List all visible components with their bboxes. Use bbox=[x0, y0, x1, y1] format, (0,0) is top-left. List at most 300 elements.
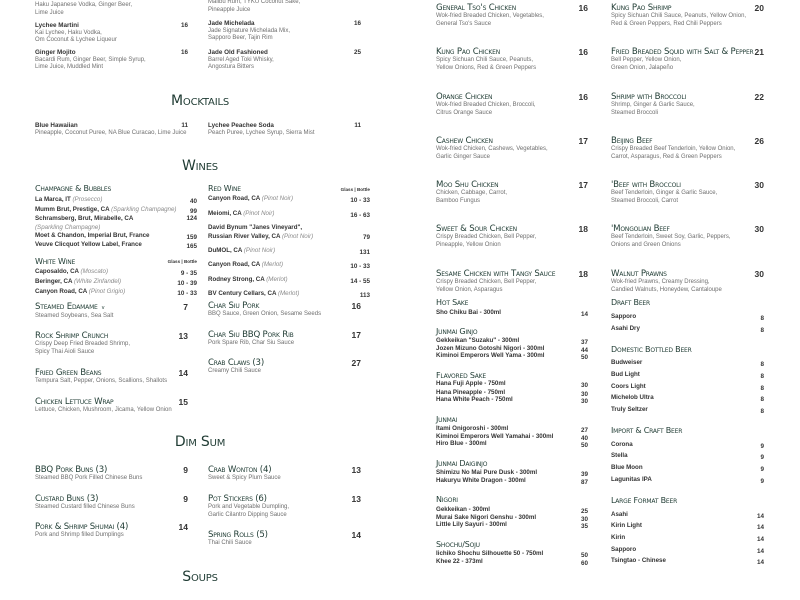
list-item bbox=[436, 440, 588, 449]
item-name: Iichiko Shochu Silhouette 50 - 750ml bbox=[436, 550, 544, 557]
item-name: General Tso's Chicken bbox=[436, 3, 517, 13]
menu-item bbox=[611, 136, 764, 161]
list-item bbox=[436, 396, 588, 405]
drink-name: Jade Old Fashioned bbox=[208, 49, 268, 56]
drink-item bbox=[35, 122, 188, 137]
item-name: Fried Breaded Squid with Salt & Pepper bbox=[611, 47, 754, 57]
item-name: Corona bbox=[611, 441, 633, 448]
item-price: 99 bbox=[189, 207, 197, 215]
item-name: Kung Pao Shrimp bbox=[611, 3, 672, 13]
list-item bbox=[436, 309, 588, 318]
item-name: Gekkeikan - 300ml bbox=[436, 506, 491, 513]
item-price: 8 bbox=[760, 360, 764, 368]
item-price: 14 bbox=[351, 530, 361, 540]
item-description: BBQ Sauce, Green Onion, Sesame Seeds bbox=[208, 311, 322, 317]
list-item bbox=[611, 406, 764, 415]
item-name: Truly Seltzer bbox=[611, 406, 648, 413]
item-description: Pork and Vegetable Dumpling, bbox=[208, 504, 290, 510]
list-item bbox=[35, 215, 197, 232]
item-varietal: (Merlot) bbox=[261, 261, 284, 268]
item-price: 16 bbox=[578, 47, 588, 57]
item-description: Spicy Thai Aioli Sauce bbox=[35, 348, 95, 355]
drink-description: Sapporo Beer, Tajin Rim bbox=[208, 35, 273, 42]
item-name: Moet & Chandon, Imperial Brut, France bbox=[35, 232, 150, 239]
subsection-title: Flavored Sake bbox=[436, 371, 486, 380]
drink-name: Ginger Mojito bbox=[35, 49, 76, 56]
item-description: Garlic Ginger Sauce bbox=[436, 153, 491, 160]
subsection-title: Champagne & Bubbles bbox=[35, 184, 112, 193]
item-price: 30 bbox=[754, 180, 764, 190]
item-name: Rodney Strong, CA (Merlot) bbox=[208, 276, 288, 283]
subsection-title: Domestic Bottled Beer bbox=[611, 345, 692, 354]
item-price: 40 bbox=[580, 434, 588, 442]
subsection-heading bbox=[611, 298, 764, 307]
list-item bbox=[611, 359, 764, 368]
item-price: 14 bbox=[756, 535, 764, 543]
item-description: Steamed Broccoli bbox=[611, 109, 659, 116]
item-description: Crispy Breaded Chicken, Bell Pepper, bbox=[436, 234, 537, 240]
item-name: Canyon Road, CA (Merlot) bbox=[208, 261, 284, 268]
item-name: Orange Chicken bbox=[436, 92, 493, 102]
item-price: 14 bbox=[178, 368, 188, 378]
item-name: Hana Pineapple - 750ml bbox=[436, 389, 506, 396]
list-item bbox=[436, 380, 588, 389]
item-varietal: (White Zinfandel) bbox=[73, 278, 122, 285]
drink-item bbox=[208, 20, 361, 43]
item-price: 13 bbox=[351, 494, 361, 504]
drink-item bbox=[35, 22, 188, 45]
drink-name: Blue Hawaiian bbox=[35, 122, 78, 129]
list-item bbox=[436, 477, 588, 486]
drink-description: Lime Juice, Muddled Mint bbox=[35, 64, 104, 71]
list-item bbox=[208, 261, 370, 270]
price-columns-note bbox=[35, 259, 197, 264]
list-item bbox=[436, 521, 588, 530]
subsection-heading bbox=[436, 459, 588, 468]
item-price: 87 bbox=[580, 478, 588, 486]
item-name: Chicken Lettuce Wrap bbox=[35, 397, 114, 407]
item-name: Walnut Prawns bbox=[611, 269, 667, 279]
item-price: 9 bbox=[183, 465, 188, 475]
item-price: 22 bbox=[754, 92, 764, 102]
item-varietal: (Moscato) bbox=[80, 268, 109, 275]
item-description: Wok-fried Prawns, Creamy Dressing, bbox=[611, 279, 710, 285]
menu-item bbox=[35, 331, 188, 356]
item-price: 30 bbox=[754, 224, 764, 234]
item-price: 14 bbox=[756, 512, 764, 520]
item-description: Beef Tenderloin, Sweet Soy, Garlic, Peppers, bbox=[611, 234, 731, 240]
item-name: Pork & Shrimp Shumai (4) bbox=[35, 522, 129, 532]
list-item bbox=[611, 383, 764, 392]
item-price: 39 bbox=[580, 470, 588, 478]
item-price: 16 bbox=[578, 3, 588, 13]
item-description: Citrus Orange Sauce bbox=[436, 109, 493, 116]
drink-description: Pineapple, Coconut Puree, NA Blue Curacao, Lime Juice bbox=[35, 129, 187, 136]
glass-bottle-label: Glass | Bottle bbox=[340, 187, 370, 192]
list-item bbox=[611, 511, 764, 520]
item-price: 14 bbox=[756, 558, 764, 566]
item-varietal: (Merlot) bbox=[266, 276, 288, 283]
item-description: Steamed Broccoli, Carrot bbox=[611, 197, 679, 204]
list-item bbox=[611, 371, 764, 380]
item-price: 60 bbox=[580, 559, 588, 567]
menu-item bbox=[35, 465, 188, 483]
item-name: 'Beef with Broccoli bbox=[611, 180, 681, 190]
drink-description: Peach Puree, Lychee Syrup, Sierra Mist bbox=[208, 129, 315, 136]
item-name: Hana White Peach - 750ml bbox=[436, 396, 513, 403]
drink-price: 16 bbox=[353, 20, 361, 27]
list-item bbox=[611, 325, 764, 334]
item-varietal: (Pinot Noir) bbox=[281, 232, 314, 240]
menu-item bbox=[35, 522, 188, 540]
item-price: 20 bbox=[754, 3, 764, 13]
menu-item bbox=[436, 269, 588, 294]
item-name: Gekkeikan "Suzaku" - 300ml bbox=[436, 337, 520, 344]
item-description: Steamed Soybeans, Sea Salt bbox=[35, 313, 114, 319]
subsection-heading bbox=[436, 298, 588, 307]
item-price: 30 bbox=[580, 390, 588, 398]
menu-item bbox=[611, 224, 764, 249]
item-price: 30 bbox=[754, 269, 764, 279]
item-price: 13 bbox=[351, 465, 361, 475]
item-name: Asahi bbox=[611, 511, 628, 518]
item-name: Char Siu BBQ Pork Rib bbox=[208, 330, 294, 340]
item-description: General Tso's Sauce bbox=[436, 20, 492, 27]
item-varietal: (Prosecco) bbox=[72, 196, 103, 203]
list-item bbox=[35, 232, 197, 241]
menu-item bbox=[611, 180, 764, 205]
item-description: Green Onion, Jalapeño bbox=[611, 64, 674, 71]
item-description: Crispy Breaded Chicken, Bell Pepper, bbox=[436, 279, 537, 285]
item-name: Sweet & Sour Chicken bbox=[436, 224, 517, 234]
subsection-heading bbox=[611, 426, 764, 435]
item-description: Wok-fried Breaded Chicken, Vegetables, bbox=[436, 13, 544, 19]
item-name: Kirin Light bbox=[611, 522, 642, 529]
list-item bbox=[35, 196, 197, 205]
list-item bbox=[208, 290, 370, 299]
item-name: Jozen Mizuno Gotoshi Nigori - 300ml bbox=[436, 345, 545, 352]
item-name: David Bynum "Janes Vineyard", bbox=[208, 224, 303, 231]
item-price: 16 bbox=[578, 92, 588, 102]
list-item bbox=[35, 206, 197, 215]
menu-item bbox=[208, 330, 361, 348]
item-description: Pineapple, Yellow Onion bbox=[436, 241, 501, 248]
item-name: Beijing Beef bbox=[611, 136, 653, 146]
item-price: 17 bbox=[578, 136, 588, 146]
item-name: Hana Fuji Apple - 750ml bbox=[436, 380, 506, 387]
item-name: Veuve Clicquot Yellow Label, France bbox=[35, 241, 142, 248]
item-price: 14 bbox=[178, 522, 188, 532]
list-item bbox=[35, 288, 197, 297]
item-name: Schramsberg, Brut, Mirabelle, CA bbox=[35, 215, 134, 222]
item-price: 8 bbox=[760, 372, 764, 380]
drink-name: Jade Michelada bbox=[208, 20, 255, 27]
item-name: Kiminoi Emperors Well Yama - 300ml bbox=[436, 352, 545, 359]
item-varietal: (Pinot Noir) bbox=[243, 247, 276, 254]
item-varietal: (Sparkling Champagne) bbox=[111, 206, 177, 213]
subsection-heading bbox=[436, 371, 588, 380]
list-item bbox=[208, 210, 370, 219]
item-name: Char Siu Pork bbox=[208, 301, 260, 311]
item-name: Mumm Brut, Prestige, CA (Sparkling Champagne) bbox=[35, 206, 177, 213]
section-heading-mocktails: Mocktails bbox=[171, 93, 229, 109]
section-heading-soups: Soups bbox=[182, 569, 218, 585]
item-name: Caposaldo, CA (Moscato) bbox=[35, 268, 109, 275]
item-price: 50 bbox=[580, 353, 588, 361]
item-description: Wok-fried Chicken, Cashews, Vegetables, bbox=[436, 146, 548, 152]
menu-item bbox=[611, 3, 764, 28]
item-price: 16 - 63 bbox=[350, 211, 370, 219]
menu-item bbox=[436, 92, 588, 117]
drink-item bbox=[208, 0, 361, 14]
item-price: 15 bbox=[178, 397, 188, 407]
item-name: Hakuryu White Dragon - 300ml bbox=[436, 477, 526, 484]
item-price: 8 bbox=[760, 326, 764, 334]
item-description: Garlic Cilantro Dipping Sauce bbox=[208, 511, 287, 518]
item-name: BBQ Pork Buns (3) bbox=[35, 465, 108, 475]
item-name: Rock Shrimp Crunch bbox=[35, 331, 109, 341]
item-price: 37 bbox=[580, 338, 588, 346]
list-item bbox=[35, 241, 197, 250]
drink-description: Pineapple Juice bbox=[208, 6, 251, 13]
item-name: 'Mongolian Beef bbox=[611, 224, 670, 234]
drink-description: Barrel Aged Toki Whisky, bbox=[208, 56, 274, 63]
item-price: 17 bbox=[578, 180, 588, 190]
drink-item bbox=[35, 49, 188, 72]
item-name: Asahi Dry bbox=[611, 325, 640, 332]
item-name: Moo Shu Chicken bbox=[436, 180, 499, 190]
item-name: Sapporo bbox=[611, 546, 637, 553]
item-description: Crispy Breaded Beef Tenderloin, Yellow Onion, bbox=[611, 146, 736, 152]
item-price: 14 bbox=[756, 523, 764, 531]
item-price: 10 - 33 bbox=[350, 196, 370, 204]
drink-description: Angostura Bitters bbox=[208, 64, 255, 71]
item-price: 9 bbox=[760, 477, 764, 485]
item-description: Shrimp, Ginger & Garlic Sauce, bbox=[611, 102, 695, 108]
drink-item bbox=[208, 122, 361, 137]
item-price: 8 bbox=[760, 407, 764, 415]
subsection-title: Shochu/Soju bbox=[436, 540, 480, 549]
item-name-line2: Russian River Valley, CA (Pinot Noir) bbox=[208, 232, 314, 240]
item-price: 165 bbox=[186, 242, 197, 250]
item-name: Pot Stickers (6) bbox=[208, 494, 267, 504]
item-name: DuMOL, CA (Pinot Noir) bbox=[208, 247, 276, 254]
subsection-title: Large Format Beer bbox=[611, 496, 678, 505]
item-price: 27 bbox=[351, 358, 361, 368]
drink-item bbox=[208, 49, 361, 72]
glass-bottle-label: Glass | Bottle bbox=[167, 259, 197, 264]
item-name: Lagunitas IPA bbox=[611, 476, 652, 483]
item-price: 25 bbox=[580, 507, 588, 515]
item-name: Canyon Road, CA (Pinot Noir) bbox=[208, 195, 294, 202]
item-name: Murai Sake Nigori Genshu - 300ml bbox=[436, 514, 537, 521]
menu-item bbox=[436, 224, 588, 249]
menu-item bbox=[208, 301, 361, 319]
subsection-heading bbox=[436, 327, 588, 336]
menu-item bbox=[436, 3, 588, 28]
item-price: 10 - 33 bbox=[177, 289, 197, 297]
item-name: Itami Onigoroshi - 300ml bbox=[436, 425, 509, 432]
item-price: 10 - 39 bbox=[177, 279, 197, 287]
item-name: La Marca, IT (Prosecco) bbox=[35, 196, 103, 203]
item-description: Chicken, Cabbage, Carrot, bbox=[436, 190, 508, 196]
subsection-title: Hot Sake bbox=[436, 298, 469, 307]
menu-item bbox=[35, 368, 188, 386]
item-price: 131 bbox=[359, 248, 370, 256]
list-item bbox=[611, 394, 764, 403]
drink-description: Om Coconut & Lychee Liqueur bbox=[35, 37, 117, 44]
drink-price: 11 bbox=[181, 122, 188, 129]
item-price: 30 bbox=[580, 397, 588, 405]
item-price: 30 bbox=[580, 381, 588, 389]
list-item bbox=[436, 352, 588, 361]
list-item bbox=[611, 313, 764, 322]
subsection-heading bbox=[436, 540, 588, 549]
menu-item bbox=[35, 302, 188, 321]
item-name: Kirin bbox=[611, 534, 626, 541]
section-heading-wines: Wines bbox=[182, 158, 218, 174]
item-price: 8 bbox=[760, 395, 764, 403]
item-name: Shrimp with Broccoli bbox=[611, 92, 687, 102]
drink-name: Lychee Peachee Soda bbox=[208, 122, 274, 129]
subsection-title: Red Wine bbox=[208, 184, 241, 193]
item-price: 18 bbox=[578, 269, 588, 279]
drink-description: Kai Lychee, Haku Vodka, bbox=[35, 29, 102, 36]
item-name: Michelob Ultra bbox=[611, 394, 654, 401]
drink-description: Haku Japanese Vodka, Ginger Beer, bbox=[35, 2, 133, 8]
item-description: Pork Spare Rib, Char Siu Sauce bbox=[208, 340, 295, 346]
item-name: Spring Rolls (5) bbox=[208, 530, 268, 540]
item-description: Spicy Sichuan Chili Sauce, Peanuts, Yellow Onion, bbox=[611, 13, 747, 19]
drink-description: Jade Signature Michelada Mix, bbox=[208, 27, 291, 34]
menu-item bbox=[611, 269, 764, 294]
item-description: Sweet & Spicy Plum Sauce bbox=[208, 475, 281, 481]
item-price: 9 bbox=[760, 442, 764, 450]
drink-item bbox=[35, 2, 188, 17]
item-varietal: (Merlot) bbox=[277, 290, 300, 297]
list-item bbox=[436, 558, 588, 567]
item-name: Kung Pao Chicken bbox=[436, 47, 501, 57]
item-name: Hiro Blue - 300ml bbox=[436, 440, 487, 447]
item-price: 9 bbox=[760, 453, 764, 461]
menu-item bbox=[208, 530, 361, 548]
item-price: 50 bbox=[580, 441, 588, 449]
subsection-title: Junmai Ginjo bbox=[436, 327, 478, 336]
subsection-heading bbox=[611, 496, 764, 505]
list-item bbox=[611, 441, 764, 450]
subsection-title: Draft Beer bbox=[611, 298, 650, 307]
item-price: 9 bbox=[183, 494, 188, 504]
item-price: 14 bbox=[756, 547, 764, 555]
item-price: 14 - 55 bbox=[350, 277, 370, 285]
item-name: Crab Claws (3) bbox=[208, 358, 264, 368]
list-item bbox=[611, 546, 764, 555]
item-description: Pork and Shrimp filled Dumplings bbox=[35, 532, 124, 538]
item-name: Custard Buns (3) bbox=[35, 494, 99, 504]
item-price: 10 - 33 bbox=[350, 262, 370, 270]
item-description: Steamed BBQ Pork Filled Chinese Buns bbox=[35, 475, 143, 481]
list-item bbox=[611, 522, 764, 531]
item-name: Cashew Chicken bbox=[436, 136, 493, 146]
item-name: Little Lily Sayuri - 300ml bbox=[436, 521, 507, 528]
section-heading-dim-sum: Dim Sum bbox=[174, 434, 226, 450]
item-description: Thai Chili Sauce bbox=[208, 540, 252, 546]
menu-item bbox=[436, 180, 588, 205]
item-description: Creamy Chili Sauce bbox=[208, 368, 262, 374]
item-price: 40 bbox=[189, 197, 197, 205]
list-item bbox=[35, 268, 197, 277]
item-name: Khee 22 - 373ml bbox=[436, 558, 483, 565]
item-name: Meiomi, CA (Pinot Noir) bbox=[208, 210, 275, 217]
item-price: 30 bbox=[580, 515, 588, 523]
item-price: 27 bbox=[580, 426, 588, 434]
item-name: Sesame Chicken with Tangy Sauce bbox=[436, 269, 556, 279]
item-description: Yellow Onion, Asparagus bbox=[436, 286, 503, 293]
drink-description: Lime Juice bbox=[35, 9, 64, 16]
item-description: Red & Green Peppers, Red Chili Peppers bbox=[611, 20, 722, 27]
item-description: Beef Tenderloin, Ginger & Garlic Sauce, bbox=[611, 190, 718, 196]
item-name: Sapporo bbox=[611, 313, 637, 320]
item-price: 26 bbox=[754, 136, 764, 146]
item-name: Kiminoi Emperors Well Yamahai - 300ml bbox=[436, 433, 554, 440]
list-item bbox=[208, 224, 370, 241]
item-description: Onions and Green Onions bbox=[611, 241, 681, 248]
subsection-title: Nigori bbox=[436, 495, 458, 504]
item-name: Budweiser bbox=[611, 359, 643, 366]
item-price: 17 bbox=[351, 330, 361, 340]
subsection-title: White Wine bbox=[35, 257, 76, 266]
drink-name: Lychee Martini bbox=[35, 22, 79, 29]
item-price: 8 bbox=[760, 384, 764, 392]
subsection-title: Junmai bbox=[436, 415, 458, 424]
subsection-heading bbox=[611, 345, 764, 354]
item-price: 35 bbox=[580, 522, 588, 530]
item-description: Tempura Salt, Pepper, Onions, Scallions, Shallots bbox=[35, 378, 168, 384]
item-name: Sho Chiku Bai - 300ml bbox=[436, 309, 501, 316]
item-name: Canyon Road, CA (Pinot Grigio) bbox=[35, 288, 126, 295]
item-price: 113 bbox=[359, 291, 370, 299]
list-item bbox=[611, 464, 764, 473]
list-item bbox=[611, 557, 764, 566]
menu-item bbox=[208, 358, 361, 376]
item-description: Yellow Onions, Red & Green Peppers bbox=[436, 64, 537, 71]
item-description: Spicy Sichuan Chili Sauce, Peanuts, bbox=[436, 57, 534, 63]
menu-item bbox=[35, 494, 188, 512]
drink-price: 16 bbox=[180, 49, 188, 56]
item-varietal: (Pinot Noir) bbox=[243, 210, 275, 217]
price-columns-note bbox=[208, 187, 370, 192]
item-description: Lettuce, Chicken, Mushroom, Jicama, Yellow Onion bbox=[35, 407, 172, 413]
item-description: Candied Walnuts, Honeydew, Cantaloupe bbox=[611, 286, 722, 293]
list-item bbox=[208, 195, 370, 204]
item-price: 44 bbox=[580, 346, 588, 354]
item-price: 7 bbox=[183, 302, 188, 312]
subsection-title: Import & Craft Beer bbox=[611, 426, 683, 435]
item-description: Wok-fried Breaded Chicken, Broccoli, bbox=[436, 102, 536, 108]
menu-item bbox=[436, 47, 588, 72]
list-item bbox=[208, 276, 370, 285]
item-varietal: (Sparkling Champagne) bbox=[35, 223, 101, 231]
item-description: Carrot, Asparagus, Red & Green Peppers bbox=[611, 153, 722, 160]
list-item bbox=[611, 534, 764, 543]
drink-description: Bacardi Rum, Ginger Beer, Simple Syrup, bbox=[35, 56, 146, 63]
item-name: Shimizu No Mai Pure Dusk - 300ml bbox=[436, 469, 538, 476]
item-price: 18 bbox=[578, 224, 588, 234]
item-price: 14 bbox=[580, 310, 588, 318]
item-name: Coors Light bbox=[611, 383, 646, 390]
list-item bbox=[35, 278, 197, 287]
item-price: 9 bbox=[760, 465, 764, 473]
